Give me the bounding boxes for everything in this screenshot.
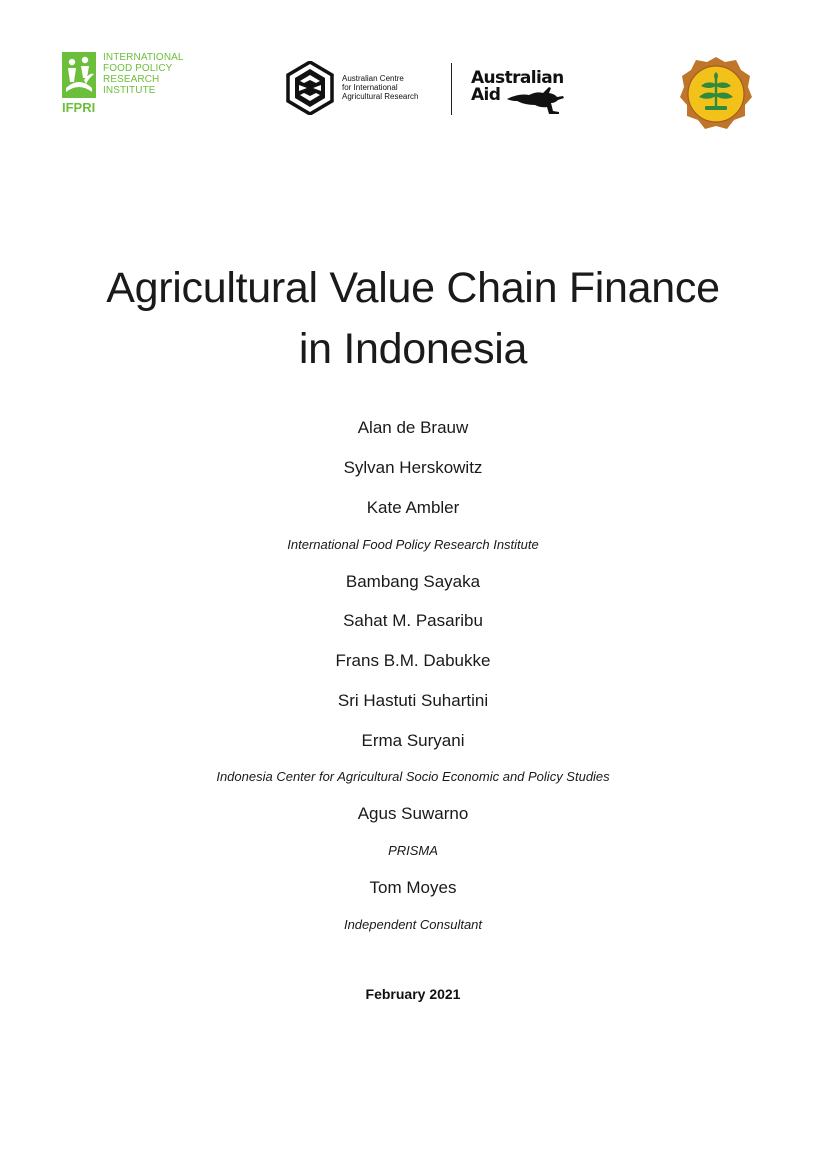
author-name: Sahat M. Pasaribu xyxy=(343,611,483,630)
author-name: Agus Suwarno xyxy=(357,804,469,823)
author-name: Tom Moyes xyxy=(369,878,457,897)
kementan-emblem-icon xyxy=(679,56,753,132)
aciar-line-2: for International xyxy=(342,83,398,92)
ifpri-acronym: IFPRI xyxy=(62,100,96,114)
author-name: Bambang Sayaka xyxy=(345,572,481,591)
ifpri-logo xyxy=(62,52,192,118)
aciar-line-1: Australian Centre xyxy=(342,74,404,83)
kangaroo-icon xyxy=(505,85,567,115)
author-name: Erma Suryani xyxy=(361,731,465,750)
author-name: Frans B.M. Dabukke xyxy=(335,651,491,670)
author-name: Sylvan Herskowitz xyxy=(343,458,483,477)
ifpri-line-3: RESEARCH xyxy=(103,74,160,85)
author-name: Kate Ambler xyxy=(366,498,460,517)
ifpri-line-4: INSTITUTE xyxy=(103,85,156,96)
author-name: Alan de Brauw xyxy=(357,418,469,437)
title-line-2: in Indonesia xyxy=(298,325,528,373)
ifpri-line-1: INTERNATIONAL xyxy=(103,52,184,63)
australian-aid-line-2: Aid xyxy=(471,85,501,105)
aciar-line-3: Agricultural Research xyxy=(342,92,419,101)
ifpri-name xyxy=(103,52,198,96)
aciar-australian-aid-logo xyxy=(286,61,576,117)
title-line-1: Agricultural Value Chain Finance xyxy=(106,264,720,312)
author-name: Sri Hastuti Suhartini xyxy=(337,691,489,710)
author-affiliation: International Food Policy Research Institute xyxy=(287,537,539,552)
publication-date: February 2021 xyxy=(365,986,461,1002)
aciar-name xyxy=(342,74,452,101)
ifpri-line-2: FOOD POLICY xyxy=(103,63,173,74)
document-title xyxy=(0,258,826,380)
ifpri-mark-icon xyxy=(62,52,96,114)
aciar-mark-icon xyxy=(286,61,334,115)
author-affiliation: PRISMA xyxy=(388,843,438,858)
australian-aid-line-1: Australian xyxy=(471,68,564,88)
author-affiliation: Independent Consultant xyxy=(343,917,483,932)
author-affiliation: Indonesia Center for Agricultural Socio Economic and Policy Studies xyxy=(216,769,610,784)
logo-divider xyxy=(451,63,452,115)
